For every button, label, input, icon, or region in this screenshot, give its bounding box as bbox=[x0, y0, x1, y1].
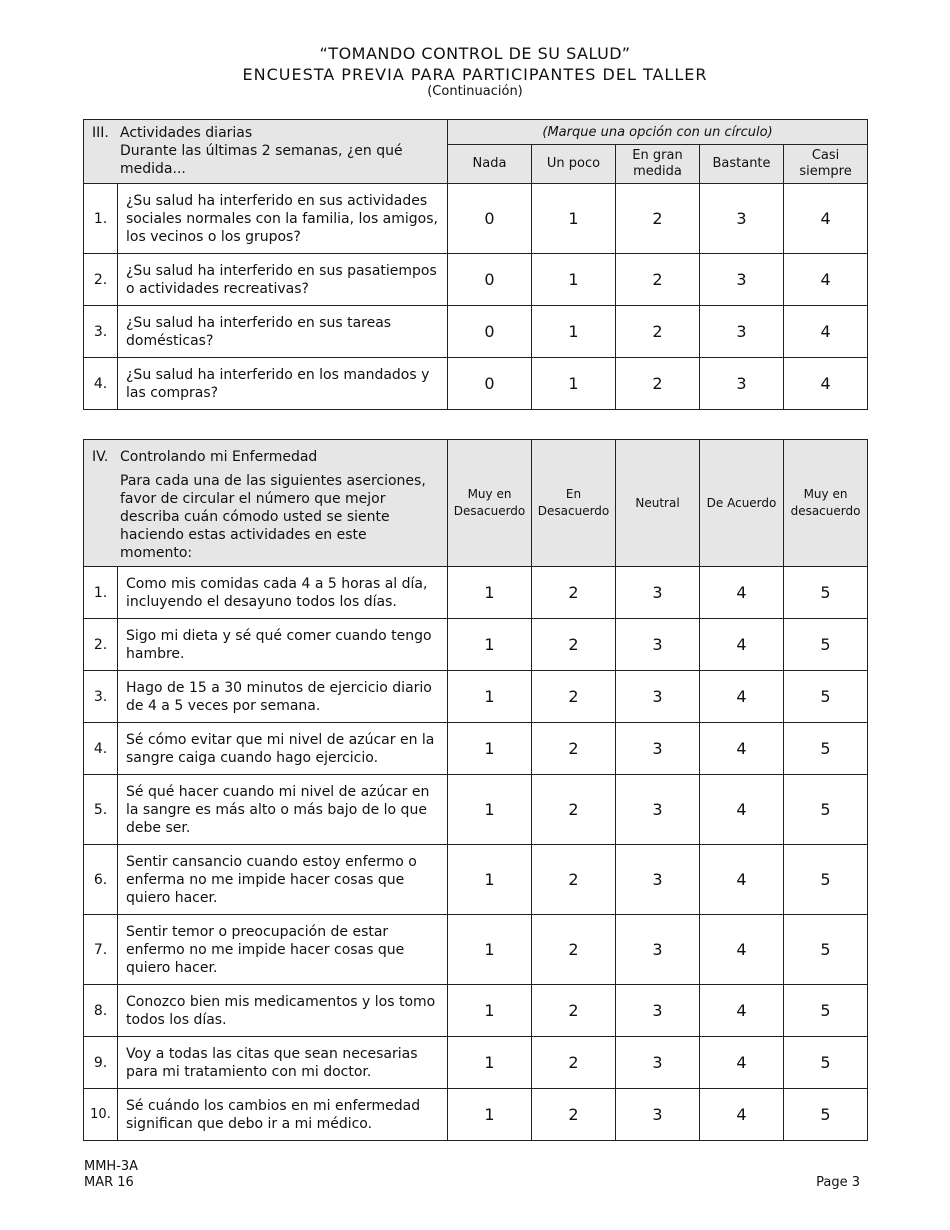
section-iii-table bbox=[83, 119, 868, 410]
option-1[interactable]: 1 bbox=[532, 184, 616, 254]
option-5[interactable]: 5 bbox=[784, 567, 868, 619]
table-row bbox=[84, 985, 868, 1037]
question-text: Conozco bien mis medicamentos y los tomo todos los días. bbox=[118, 985, 448, 1037]
option-3[interactable]: 3 bbox=[616, 619, 700, 671]
col-header-casi-siempre: Casi siempre bbox=[784, 145, 868, 184]
row-number: 9. bbox=[84, 1037, 118, 1089]
option-0[interactable]: 0 bbox=[448, 254, 532, 306]
row-number: 7. bbox=[84, 915, 118, 985]
option-1[interactable]: 1 bbox=[448, 985, 532, 1037]
question-text: ¿Su salud ha interferido en sus pasatiempos o actividades recreativas? bbox=[118, 254, 448, 306]
table-row bbox=[84, 567, 868, 619]
option-0[interactable]: 0 bbox=[448, 358, 532, 410]
option-1[interactable]: 1 bbox=[448, 567, 532, 619]
form-code: MMH-3A bbox=[84, 1159, 139, 1174]
option-5[interactable]: 5 bbox=[784, 1089, 868, 1141]
option-4[interactable]: 4 bbox=[700, 671, 784, 723]
option-5[interactable]: 5 bbox=[784, 775, 868, 845]
option-2[interactable]: 2 bbox=[532, 723, 616, 775]
option-1[interactable]: 1 bbox=[448, 775, 532, 845]
option-1[interactable]: 1 bbox=[448, 671, 532, 723]
option-3[interactable]: 3 bbox=[616, 775, 700, 845]
option-2[interactable]: 2 bbox=[532, 619, 616, 671]
option-3[interactable]: 3 bbox=[616, 845, 700, 915]
question-text: Sé qué hacer cuando mi nivel de azúcar en la sangre es más alto o más bajo de lo que debe ser. bbox=[118, 775, 448, 845]
question-text: Sé cómo evitar que mi nivel de azúcar en la sangre caiga cuando hago ejercicio. bbox=[118, 723, 448, 775]
option-1[interactable]: 1 bbox=[448, 1037, 532, 1089]
table-row bbox=[84, 619, 868, 671]
col-header-de-acuerdo: De Acuerdo bbox=[700, 440, 784, 567]
option-1[interactable]: 1 bbox=[532, 358, 616, 410]
question-text: Sé cuándo los cambios en mi enfermedad significan que debo ir a mi médico. bbox=[118, 1089, 448, 1141]
question-text: Como mis comidas cada 4 a 5 horas al día, incluyendo el desayuno todos los días. bbox=[118, 567, 448, 619]
option-4[interactable]: 4 bbox=[700, 915, 784, 985]
row-number: 8. bbox=[84, 985, 118, 1037]
col-header-en-desacuerdo: En Desacuerdo bbox=[532, 440, 616, 567]
table-row bbox=[84, 775, 868, 845]
option-5[interactable]: 5 bbox=[784, 985, 868, 1037]
option-3[interactable]: 3 bbox=[700, 358, 784, 410]
row-number: 1. bbox=[84, 567, 118, 619]
form-date: MAR 16 bbox=[84, 1175, 134, 1190]
option-2[interactable]: 2 bbox=[616, 306, 700, 358]
table-row bbox=[84, 1037, 868, 1089]
option-1[interactable]: 1 bbox=[448, 723, 532, 775]
row-number: 3. bbox=[84, 306, 118, 358]
option-1[interactable]: 1 bbox=[448, 915, 532, 985]
question-text: Sigo mi dieta y sé qué comer cuando tengo hambre. bbox=[118, 619, 448, 671]
option-2[interactable]: 2 bbox=[616, 254, 700, 306]
option-2[interactable]: 2 bbox=[616, 358, 700, 410]
option-1[interactable]: 1 bbox=[448, 845, 532, 915]
option-1[interactable]: 1 bbox=[532, 306, 616, 358]
document-subtitle: ENCUESTA PREVIA PARA PARTICIPANTES DEL TALLER bbox=[242, 65, 708, 84]
option-3[interactable]: 3 bbox=[616, 1037, 700, 1089]
option-3[interactable]: 3 bbox=[700, 306, 784, 358]
col-header-bastante: Bastante bbox=[700, 145, 784, 184]
col-header-muy-en-desacuerdo: Muy en Desacuerdo bbox=[448, 440, 532, 567]
table-row bbox=[84, 845, 868, 915]
table-row bbox=[84, 306, 868, 358]
option-3[interactable]: 3 bbox=[616, 1089, 700, 1141]
option-2[interactable]: 2 bbox=[532, 1089, 616, 1141]
option-5[interactable]: 5 bbox=[784, 915, 868, 985]
option-2[interactable]: 2 bbox=[532, 845, 616, 915]
option-3[interactable]: 3 bbox=[616, 567, 700, 619]
option-0[interactable]: 0 bbox=[448, 184, 532, 254]
option-3[interactable]: 3 bbox=[616, 671, 700, 723]
continuation-note: (Continuación) bbox=[427, 84, 523, 99]
option-4[interactable]: 4 bbox=[700, 1037, 784, 1089]
row-number: 2. bbox=[84, 619, 118, 671]
option-4[interactable]: 4 bbox=[784, 358, 868, 410]
table-row bbox=[84, 723, 868, 775]
option-4[interactable]: 4 bbox=[700, 775, 784, 845]
col-header-nada: Nada bbox=[448, 145, 532, 184]
row-number: 5. bbox=[84, 775, 118, 845]
question-text: Sentir cansancio cuando estoy enfermo o enferma no me impide hacer cosas que quiero hacer. bbox=[118, 845, 448, 915]
col-header-neutral: Neutral bbox=[616, 440, 700, 567]
table-row bbox=[84, 358, 868, 410]
option-3[interactable]: 3 bbox=[700, 254, 784, 306]
option-3[interactable]: 3 bbox=[616, 985, 700, 1037]
row-number: 2. bbox=[84, 254, 118, 306]
question-text: Hago de 15 a 30 minutos de ejercicio diario de 4 a 5 veces por semana. bbox=[118, 671, 448, 723]
row-number: 4. bbox=[84, 358, 118, 410]
option-2[interactable]: 2 bbox=[532, 775, 616, 845]
section-iv-title: Controlando mi Enfermedad bbox=[120, 449, 318, 465]
option-4[interactable]: 4 bbox=[700, 1089, 784, 1141]
option-3[interactable]: 3 bbox=[616, 723, 700, 775]
section-iii-instruction: (Marque una opción con un círculo) bbox=[448, 120, 868, 145]
table-row bbox=[84, 184, 868, 254]
option-2[interactable]: 2 bbox=[532, 915, 616, 985]
option-2[interactable]: 2 bbox=[616, 184, 700, 254]
option-5[interactable]: 5 bbox=[784, 619, 868, 671]
row-number: 6. bbox=[84, 845, 118, 915]
section-iv-number: IV. bbox=[92, 449, 109, 465]
document-title: “TOMANDO CONTROL DE SU SALUD” bbox=[319, 44, 631, 63]
option-4[interactable]: 4 bbox=[700, 567, 784, 619]
option-5[interactable]: 5 bbox=[784, 845, 868, 915]
footer-left bbox=[84, 1159, 138, 1191]
col-header-muy-en-desacuerdo-2: Muy en desacuerdo bbox=[784, 440, 868, 567]
table-row bbox=[84, 915, 868, 985]
option-2[interactable]: 2 bbox=[532, 1037, 616, 1089]
table-row bbox=[84, 254, 868, 306]
question-text: ¿Su salud ha interferido en sus actividades sociales normales con la familia, los amigos, los vecinos o los grupos? bbox=[118, 184, 448, 254]
option-3[interactable]: 3 bbox=[616, 915, 700, 985]
col-header-en-gran-medida: En gran medida bbox=[616, 145, 700, 184]
question-text: ¿Su salud ha interferido en sus tareas domésticas? bbox=[118, 306, 448, 358]
option-5[interactable]: 5 bbox=[784, 723, 868, 775]
section-iv-prompt: Para cada una de las siguientes aserciones, favor de circular el número que mejor describa cuán cómodo usted se siente haciendo estas actividades en este momento: bbox=[120, 473, 426, 561]
option-1[interactable]: 1 bbox=[532, 254, 616, 306]
col-header-un-poco: Un poco bbox=[532, 145, 616, 184]
row-number: 4. bbox=[84, 723, 118, 775]
section-iii-prompt: Durante las últimas 2 semanas, ¿en qué medida... bbox=[120, 143, 403, 177]
row-number: 1. bbox=[84, 184, 118, 254]
option-1[interactable]: 1 bbox=[448, 619, 532, 671]
option-4[interactable]: 4 bbox=[784, 254, 868, 306]
option-5[interactable]: 5 bbox=[784, 1037, 868, 1089]
page-number: Page 3 bbox=[816, 1175, 860, 1190]
question-text: Voy a todas las citas que sean necesarias para mi tratamiento con mi doctor. bbox=[118, 1037, 448, 1089]
option-1[interactable]: 1 bbox=[448, 1089, 532, 1141]
section-iii-number: III. bbox=[92, 125, 109, 141]
option-5[interactable]: 5 bbox=[784, 671, 868, 723]
option-4[interactable]: 4 bbox=[784, 306, 868, 358]
option-3[interactable]: 3 bbox=[700, 184, 784, 254]
option-4[interactable]: 4 bbox=[700, 845, 784, 915]
table-row bbox=[84, 671, 868, 723]
option-0[interactable]: 0 bbox=[448, 306, 532, 358]
option-2[interactable]: 2 bbox=[532, 671, 616, 723]
question-text: ¿Su salud ha interferido en los mandados y las compras? bbox=[118, 358, 448, 410]
row-number: 3. bbox=[84, 671, 118, 723]
section-iv-header bbox=[84, 440, 448, 567]
section-iii-title: Actividades diarias bbox=[120, 125, 253, 141]
section-iv-table bbox=[83, 439, 868, 1141]
option-4[interactable]: 4 bbox=[784, 184, 868, 254]
option-4[interactable]: 4 bbox=[700, 619, 784, 671]
row-number: 10. bbox=[84, 1089, 118, 1141]
option-4[interactable]: 4 bbox=[700, 985, 784, 1037]
section-iii-header bbox=[84, 120, 448, 184]
question-text: Sentir temor o preocupación de estar enfermo no me impide hacer cosas que quiero hacer. bbox=[118, 915, 448, 985]
table-row bbox=[84, 1089, 868, 1141]
option-2[interactable]: 2 bbox=[532, 985, 616, 1037]
option-4[interactable]: 4 bbox=[700, 723, 784, 775]
option-2[interactable]: 2 bbox=[532, 567, 616, 619]
